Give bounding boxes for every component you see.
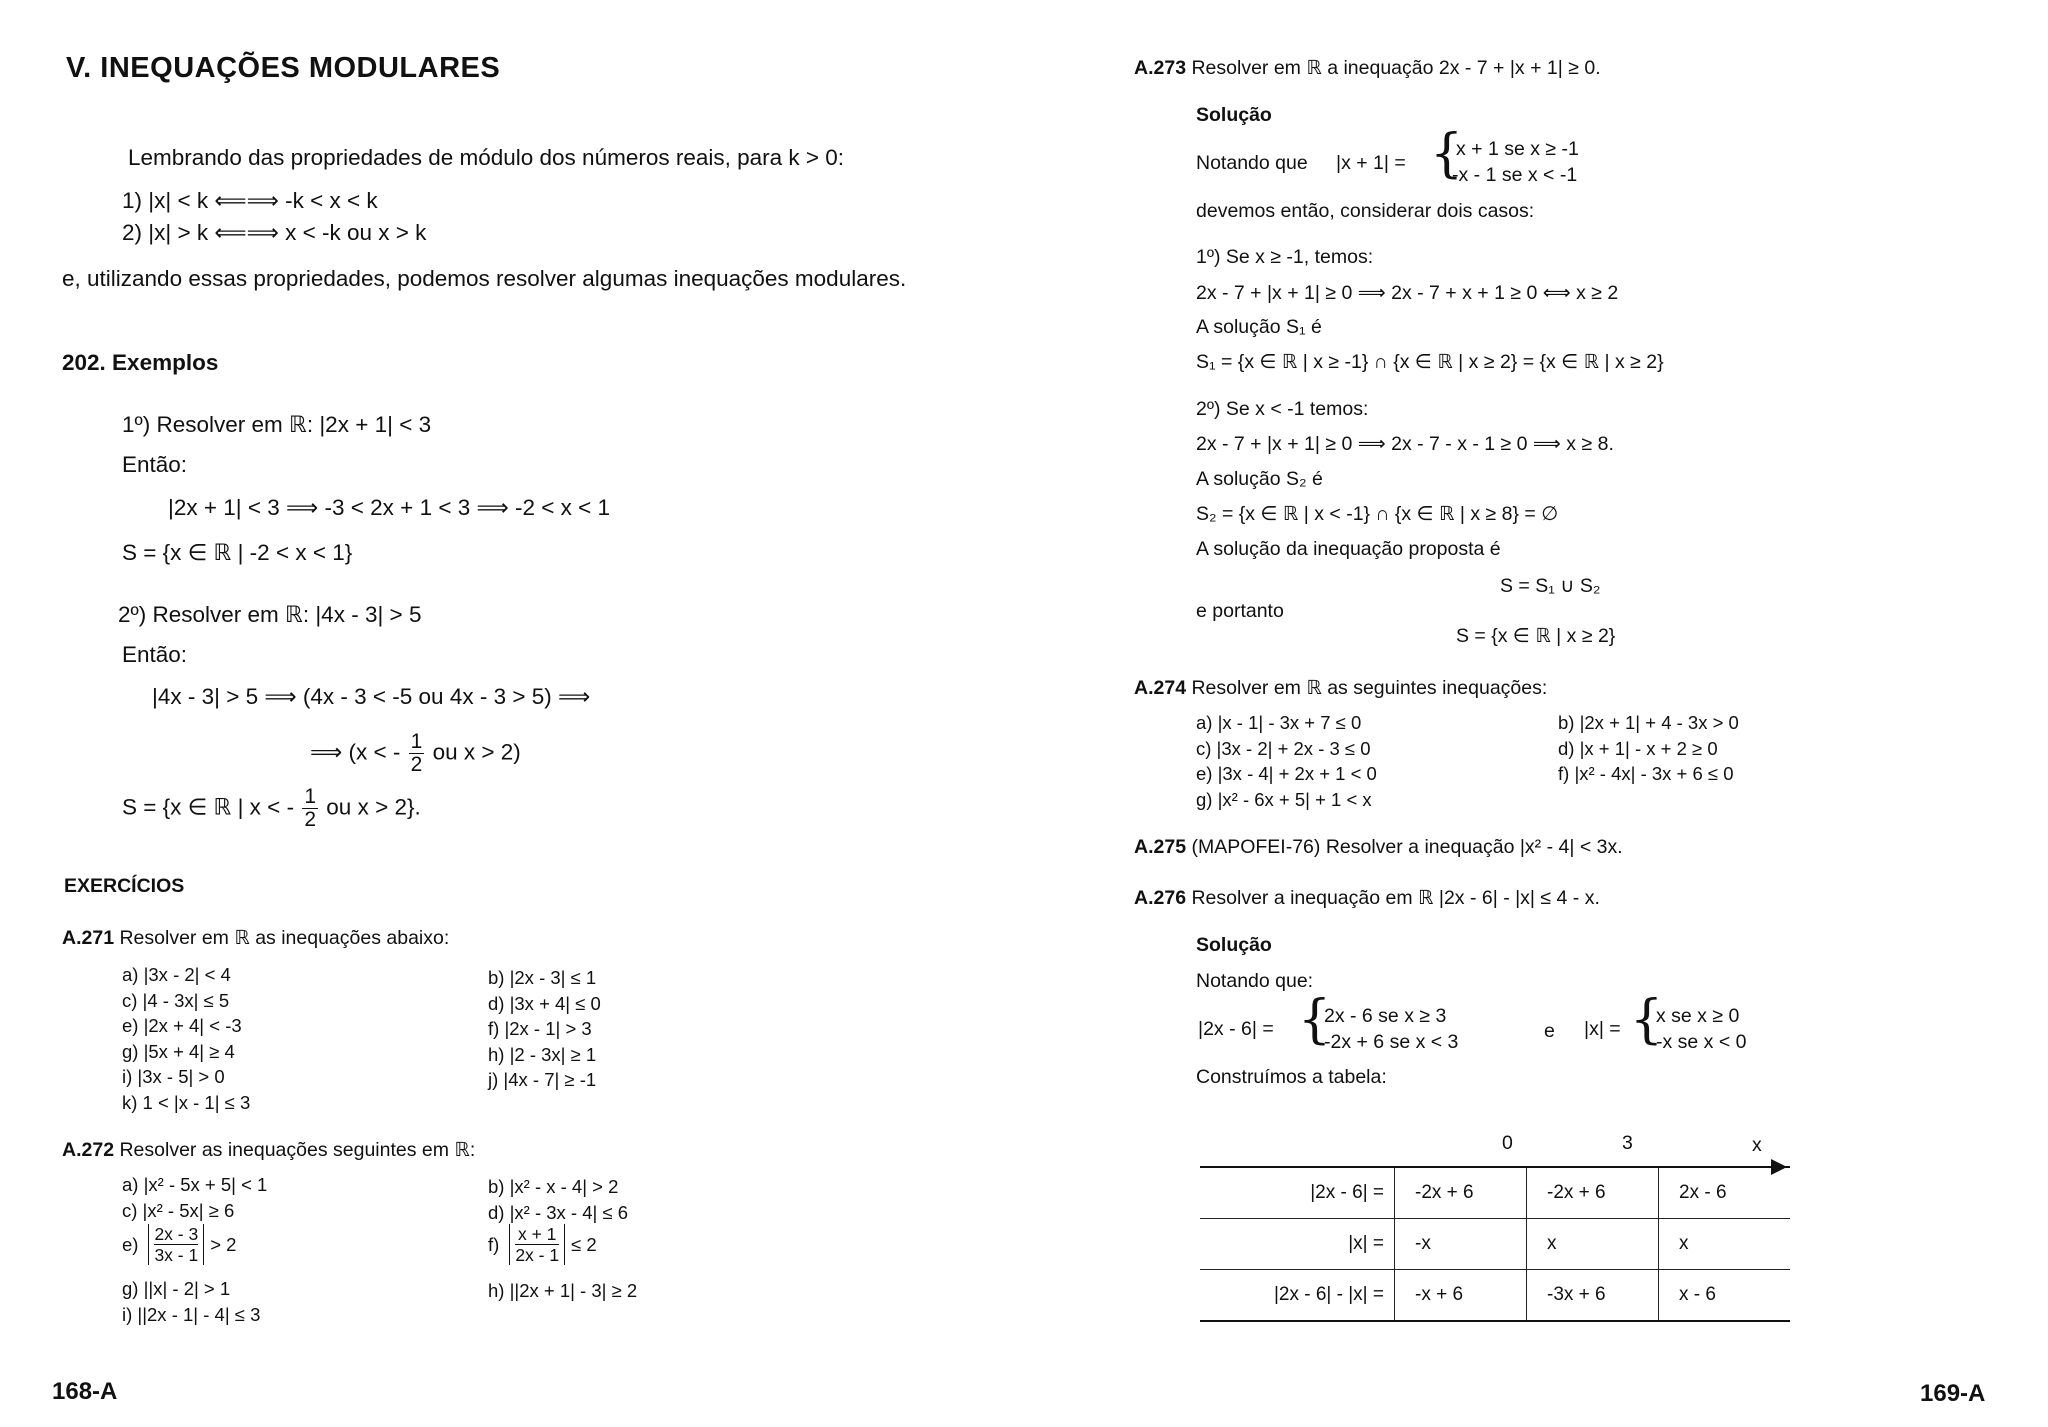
example-1-solution: S = {x ∈ ℝ | -2 < x < 1} — [122, 540, 353, 565]
list-item: h) ||2x + 1| - 3| ≥ 2 — [488, 1280, 638, 1301]
table-cell: -x — [1395, 1219, 1527, 1270]
list-item: d) |x + 1| - x + 2 ≥ 0 — [1558, 737, 1718, 759]
case-2-heading: 2º) Se x < -1 temos: — [1196, 398, 1369, 420]
example-1-step: |2x + 1| < 3 ⟹ -3 < 2x + 1 < 3 ⟹ -2 < x < 1 — [168, 495, 611, 520]
case-line: x + 1 se x ≥ -1 — [1456, 138, 1579, 160]
solution-heading: Solução — [1196, 104, 1272, 126]
list-item: a) |x - 1| - 3x + 7 ≤ 0 — [1196, 712, 1362, 733]
list-item: k) 1 < |x - 1| ≤ 3 — [122, 1091, 251, 1113]
case-1-heading: 1º) Se x ≥ -1, temos: — [1196, 246, 1374, 268]
list-item: a) |3x - 2| < 4 — [122, 964, 231, 985]
case-1-solution-heading: A solução S₁ é — [1196, 316, 1322, 338]
fraction-one-half: $\frac{1}{2}$ — [410, 730, 423, 776]
list-item: c) |x² - 5x| ≥ 6 — [122, 1200, 235, 1221]
examples-title: 202. Exemplos — [62, 350, 219, 375]
a274-left-column — [1196, 710, 1377, 812]
case-2-solution: S₂ = {x ∈ ℝ | x < -1} ∩ {x ∈ ℝ | x ≥ 8} = ∅ — [1196, 503, 1559, 525]
list-item: e) |3x - 4| + 2x + 1 < 0 — [1196, 763, 1377, 784]
exercises-title: EXERCÍCIOS — [64, 875, 185, 897]
table-cell: x — [1527, 1219, 1659, 1270]
intro-end-text: e, utilizando essas propriedades, podemos resolver algumas inequações modulares. — [62, 266, 907, 291]
case-line: -x - 1 se x < -1 — [1452, 164, 1578, 186]
list-item: c) |3x - 2| + 2x - 3 ≤ 0 — [1196, 737, 1371, 759]
list-item: b) |x² - x - 4| > 2 — [488, 1176, 619, 1197]
list-item: g) |x² - 6x + 5| + 1 < x — [1196, 788, 1372, 810]
abs-x: |x| = — [1584, 1018, 1621, 1040]
exercise-a271: A.271 Resolver em ℝ as inequações abaixo: — [62, 927, 450, 949]
a271-left-column — [122, 962, 250, 1115]
abs-x-plus-1: |x + 1| = — [1336, 152, 1406, 174]
case-line: 2x - 6 se x ≥ 3 — [1324, 1005, 1447, 1027]
list-item: a) |x² - 5x + 5| < 1 — [122, 1174, 268, 1195]
noting-that: Notando que — [1196, 152, 1308, 174]
brace: { — [1430, 124, 1464, 184]
list-item: g) |5x + 4| ≥ 4 — [122, 1040, 235, 1062]
example-2-step-2: ⟹ (x < - $\frac{1}{2}$ ou x > 2) — [310, 730, 521, 776]
example-1-statement: 1º) Resolver em ℝ: |2x + 1| < 3 — [122, 412, 432, 437]
list-item: d) |3x + 4| ≤ 0 — [488, 992, 601, 1014]
list-item: i) |3x - 5| > 0 — [122, 1066, 225, 1087]
example-2-then: Então: — [122, 642, 188, 667]
table-cell: 2x - 6 — [1659, 1167, 1791, 1219]
therefore-text: e portanto — [1196, 600, 1284, 622]
list-item: e) |2x + 4| < -3 — [122, 1015, 242, 1036]
table-cell: x — [1659, 1219, 1791, 1270]
section-title: V. INEQUAÇÕES MODULARES — [66, 52, 501, 84]
list-item: b) |2x + 1| + 4 - 3x > 0 — [1558, 712, 1739, 733]
noting-that: Notando que: — [1196, 970, 1314, 992]
abs-2x-minus-6: |2x - 6| = — [1198, 1018, 1274, 1040]
case-2-line: 2x - 7 + |x + 1| ≥ 0 ⟹ 2x - 7 - x - 1 ≥ 0 ⟹ x ≥ 8. — [1196, 433, 1614, 455]
list-item: f) |2x - 1| > 3 — [488, 1018, 592, 1039]
sign-table — [1200, 1166, 1790, 1322]
case-line: -2x + 6 se x < 3 — [1324, 1031, 1459, 1053]
example-2-solution: S = {x ∈ ℝ | x < - $\frac{1}{2}$ ou x > 2}. — [122, 785, 421, 831]
example-2-statement: 2º) Resolver em ℝ: |4x - 3| > 5 — [118, 602, 422, 627]
property-1: 1) |x| < k ⟸⟹ -k < x < k — [122, 188, 378, 213]
table-row — [1200, 1219, 1790, 1270]
table-row — [1200, 1270, 1790, 1322]
brace: { — [1630, 990, 1664, 1050]
union-line: S = S₁ ∪ S₂ — [1500, 575, 1601, 597]
table-cell: -3x + 6 — [1527, 1270, 1659, 1322]
list-item: b) |2x - 3| ≤ 1 — [488, 967, 597, 988]
table-cell: x - 6 — [1659, 1270, 1791, 1322]
case-2-solution-heading: A solução S₂ é — [1196, 468, 1323, 490]
list-item-abs-fraction-f: f) $\frac{x + 1}{2x - 1}$ ≤ 2 — [488, 1224, 597, 1265]
exercise-a275: A.275 (MAPOFEI-76) Resolver a inequação |x² - 4| < 3x. — [1134, 836, 1623, 858]
a274-right-column — [1558, 710, 1739, 787]
list-item: f) |x² - 4x| - 3x + 6 ≤ 0 — [1558, 763, 1734, 784]
exercise-a273: A.273 Resolver em ℝ a inequação 2x - 7 + |x + 1| ≥ 0. — [1134, 57, 1601, 79]
axis-label-0: 0 — [1502, 1132, 1513, 1154]
property-2: 2) |x| > k ⟸⟹ x < -k ou x > k — [122, 220, 427, 245]
table-intro: Construímos a tabela: — [1196, 1066, 1387, 1088]
table-row-label: |2x - 6| - |x| = — [1200, 1270, 1395, 1322]
exercise-a276: A.276 Resolver a inequação em ℝ |2x - 6| - |x| ≤ 4 - x. — [1134, 887, 1600, 909]
fraction-one-half: $\frac{1}{2}$ — [304, 785, 317, 831]
list-item-abs-fraction-e: e) $\frac{2x - 3}{3x - 1}$ > 2 — [122, 1224, 237, 1265]
exercise-a274: A.274 Resolver em ℝ as seguintes inequações: — [1134, 677, 1548, 699]
intro-text: Lembrando das propriedades de módulo dos números reais, para k > 0: — [128, 145, 845, 170]
exercise-a272: A.272 Resolver as inequações seguintes em ℝ: — [62, 1139, 476, 1161]
table-cell: -2x + 6 — [1395, 1167, 1527, 1219]
proposed-solution-text: A solução da inequação proposta é — [1196, 538, 1501, 560]
final-solution: S = {x ∈ ℝ | x ≥ 2} — [1456, 625, 1616, 647]
list-item: d) |x² - 3x - 4| ≤ 6 — [488, 1202, 629, 1223]
a271-right-column — [488, 965, 601, 1093]
table-cell: -2x + 6 — [1527, 1167, 1659, 1219]
and-word: e — [1544, 1020, 1555, 1042]
case-line: x se x ≥ 0 — [1656, 1005, 1740, 1027]
page-number-left: 168-A — [52, 1378, 118, 1405]
solution-heading: Solução — [1196, 934, 1272, 956]
case-1-solution: S₁ = {x ∈ ℝ | x ≥ -1} ∩ {x ∈ ℝ | x ≥ 2} = {x ∈ ℝ | x ≥ 2} — [1196, 351, 1664, 373]
table-row-label: |2x - 6| = — [1200, 1167, 1395, 1219]
example-1-then: Então: — [122, 452, 188, 477]
page-number-right: 169-A — [1920, 1380, 1986, 1407]
case-line: -x se x < 0 — [1656, 1031, 1747, 1053]
list-item: j) |4x - 7| ≥ -1 — [488, 1069, 597, 1090]
list-item: h) |2 - 3x| ≥ 1 — [488, 1043, 597, 1065]
case-1-line: 2x - 7 + |x + 1| ≥ 0 ⟹ 2x - 7 + x + 1 ≥ 0 ⟺ x ≥ 2 — [1196, 282, 1619, 304]
list-item: c) |4 - 3x| ≤ 5 — [122, 989, 230, 1011]
example-2-step-1: |4x - 3| > 5 ⟹ (4x - 3 < -5 ou 4x - 3 > 5) ⟹ — [152, 684, 591, 709]
table-row-label: |x| = — [1200, 1219, 1395, 1270]
axis-label-x: x — [1752, 1134, 1762, 1156]
brace: { — [1298, 990, 1332, 1050]
table-row — [1200, 1167, 1790, 1219]
list-item: g) ||x| - 2| > 1 — [122, 1278, 231, 1299]
table-cell: -x + 6 — [1395, 1270, 1527, 1322]
axis-label-3: 3 — [1622, 1132, 1633, 1154]
two-cases-text: devemos então, considerar dois casos: — [1196, 200, 1535, 222]
list-item: i) ||2x - 1| - 4| ≤ 3 — [122, 1304, 261, 1325]
